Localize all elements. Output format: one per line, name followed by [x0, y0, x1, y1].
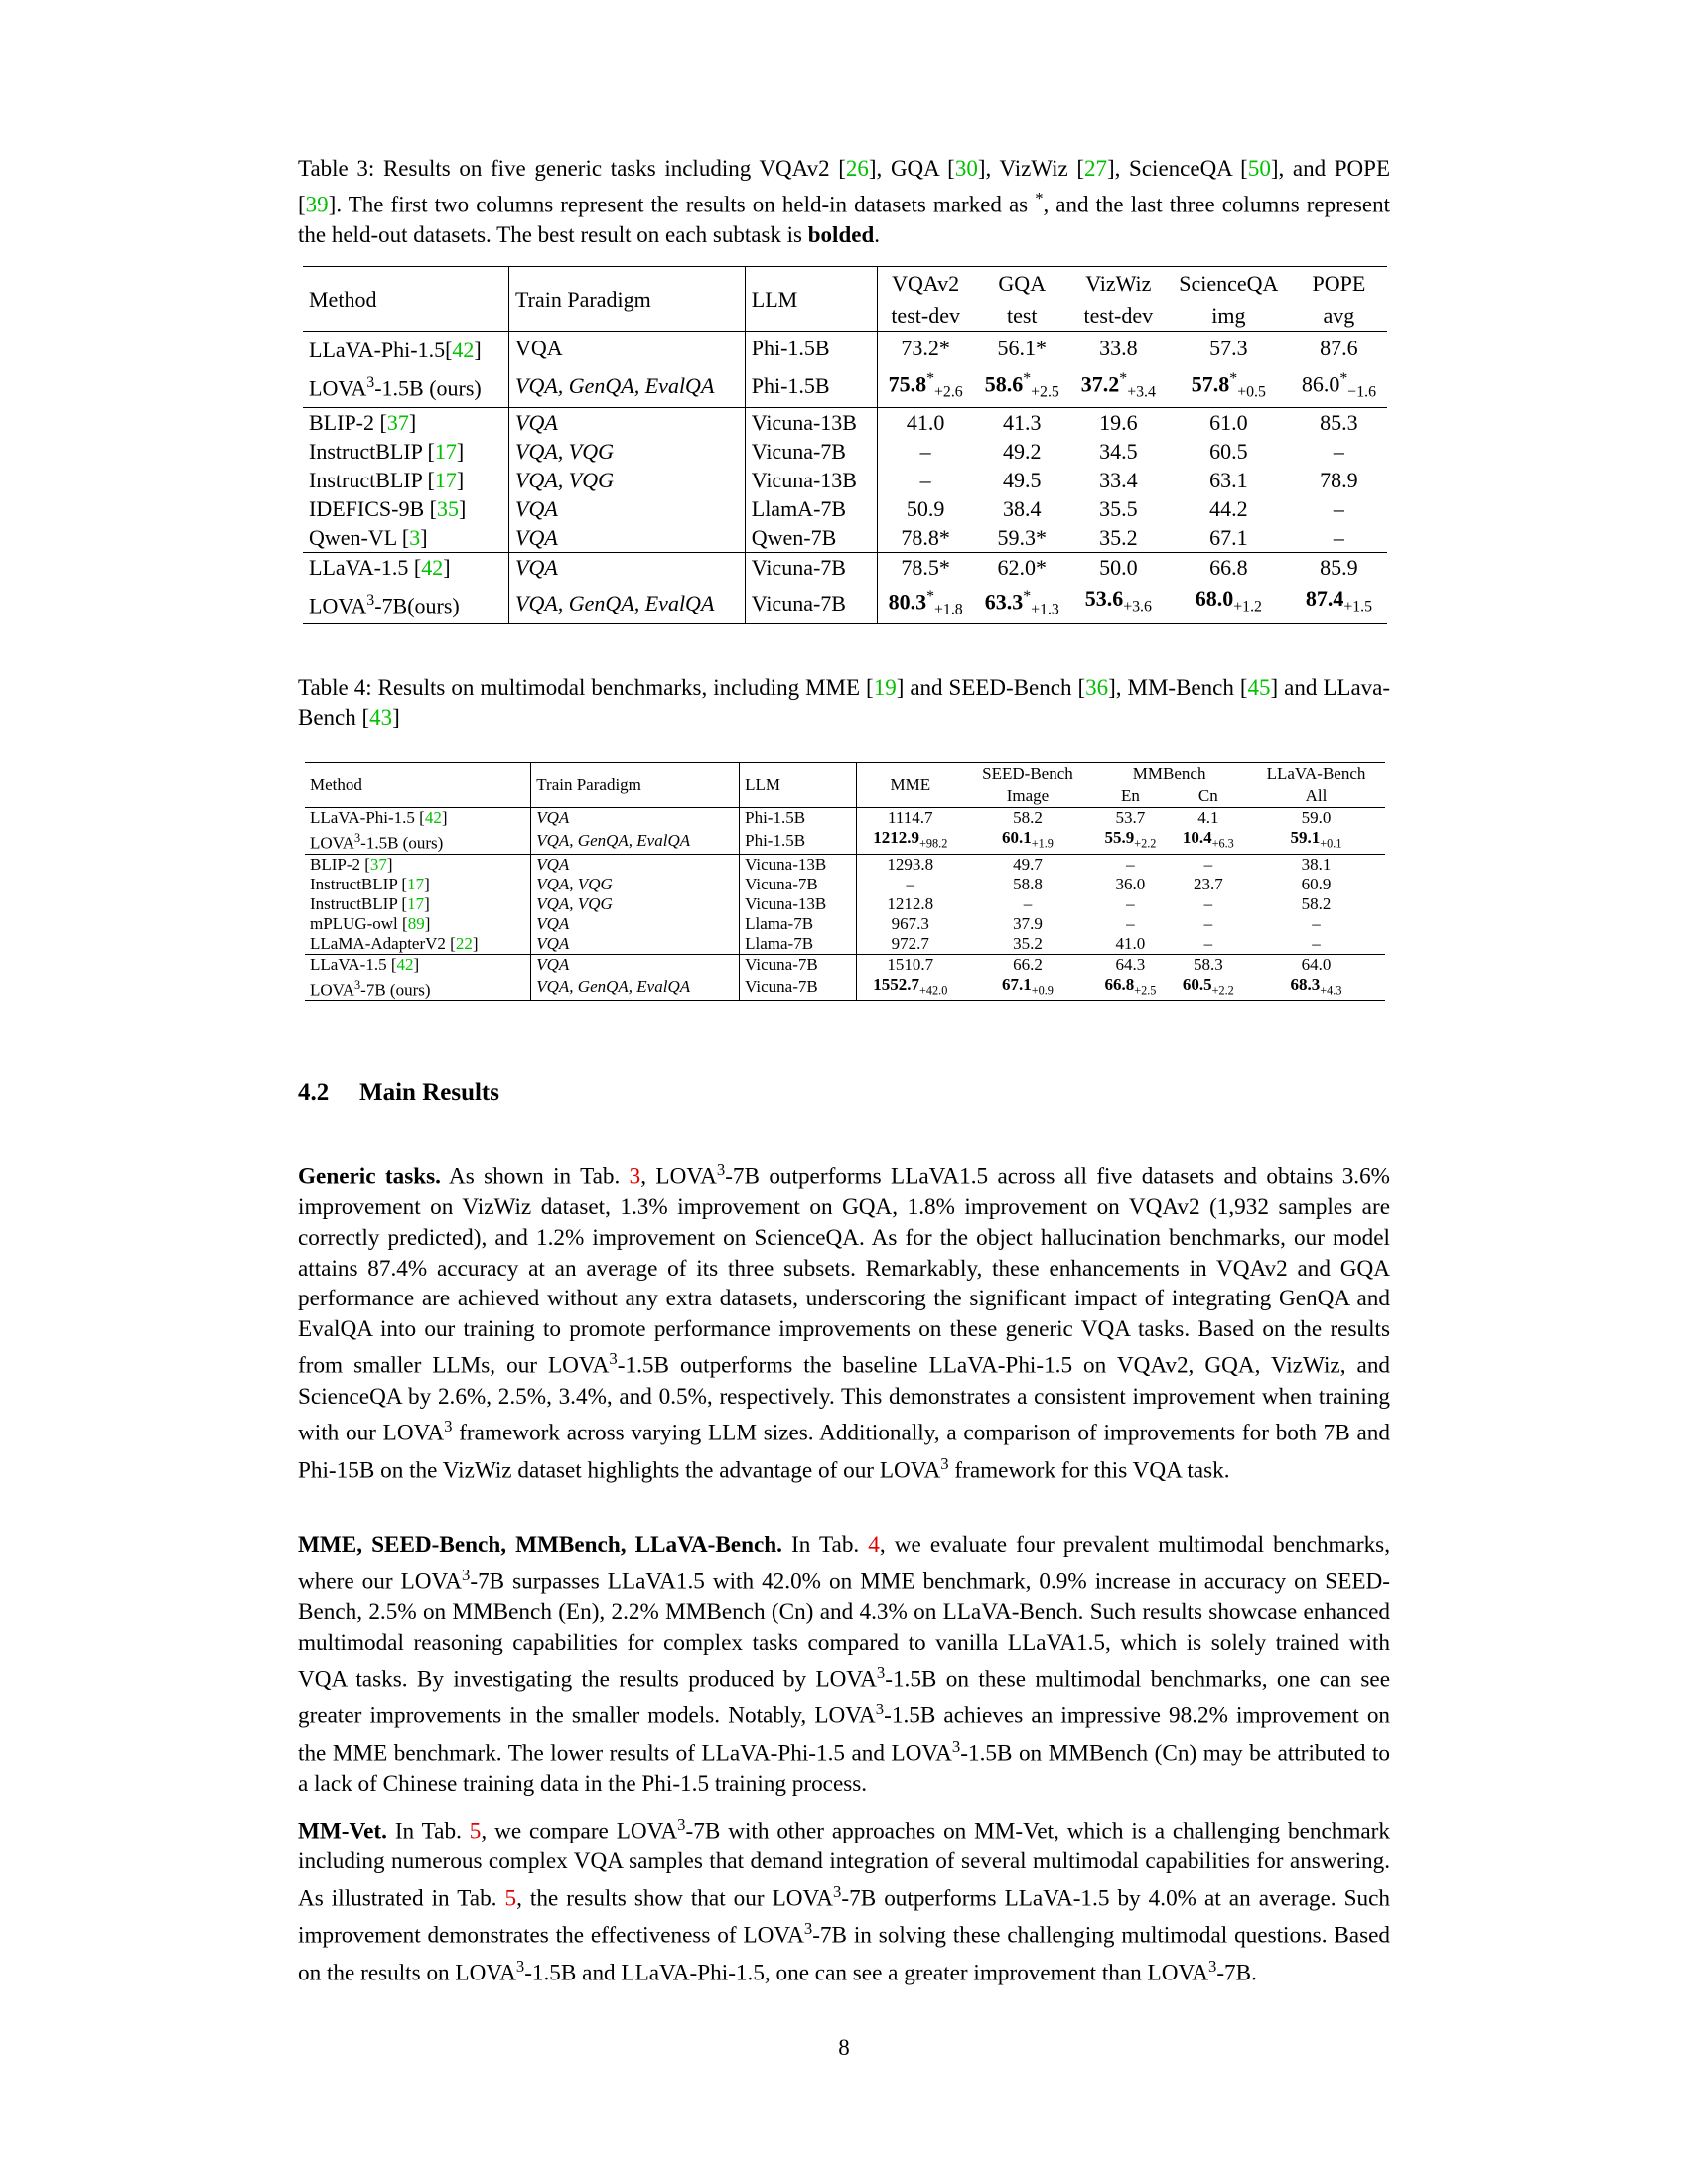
table-row: LLaVA-1.5 [42] VQA Vicuna-7B 78.5* 62.0* 50.0 66.8 85.9: [303, 552, 1387, 582]
col-header-llm: LLM: [740, 763, 857, 808]
citation-link[interactable]: 37: [386, 409, 409, 435]
col-header-mmbench: MMBench: [1091, 763, 1247, 786]
table-row: BLIP-2 [37] VQA Vicuna-13B 1293.8 49.7 – – 38.1: [305, 854, 1385, 875]
citation-link[interactable]: 42: [396, 954, 414, 974]
table-row: LOVA$^3$-1.5B (ours) VQA, GenQA, EvalQA Phi-1.5B $1212.9_{+98.2}$ $60.1_{+1.9}$ $55.9_{+2.2}$ $10.4_{+6.3}$ $59.1_{+0.1}$: [305, 828, 1385, 854]
col-header-mme: MME: [856, 763, 963, 808]
col-subheader-pope: avg: [1323, 302, 1355, 328]
table4: [305, 762, 1385, 1001]
table-row: InstructBLIP [17] VQA, VQG Vicuna-13B 1212.8 – – – 58.2: [305, 894, 1385, 914]
col-header-pope: POPE: [1291, 267, 1387, 300]
col-header-vqav2: VQAv2: [877, 267, 974, 300]
citation-link[interactable]: 42: [452, 338, 475, 362]
table3: [303, 266, 1387, 624]
citation-link[interactable]: 45: [1247, 675, 1271, 700]
col-header-vizwiz: VizWiz: [1070, 267, 1167, 300]
col-header-seed: SEED-Bench: [964, 763, 1092, 786]
col-subheader-all: All: [1305, 786, 1328, 805]
col-header-method: Method: [305, 763, 531, 808]
table4-caption: Table 4: Results on multimodal benchmarks, including MME [19] and SEED-Bench [36], MM-Bench [45] and LLava-Bench [43]: [298, 675, 1391, 730]
citation-link[interactable]: 19: [873, 675, 897, 700]
citation-link[interactable]: 26: [845, 156, 869, 181]
col-subheader-cn: Cn: [1197, 786, 1218, 805]
table-row: LLaVA-Phi-1.5 [42] VQA Phi-1.5B 1114.7 58.2 53.7 4.1 59.0: [305, 808, 1385, 829]
col-header-llavabench: LLaVA-Bench: [1247, 763, 1385, 786]
citation-link[interactable]: 17: [407, 893, 425, 913]
table-row: LOVA$^3$-1.5B (ours) VQA, GenQA, EvalQA Phi-1.5B $75.8^*_{+2.6}$ $58.6^*_{+2.5}$ $37.2^*_{+3.4}$ $57.8^*_{+0.5}$ $86.0^*_{-1.6}$: [303, 364, 1387, 407]
table-row: Qwen-VL [3] VQA Qwen-7B 78.8* 59.3* 35.2 67.1 –: [303, 523, 1387, 553]
table-row: BLIP-2 [37] VQA Vicuna-13B 41.0 41.3 19.6 61.0 85.3: [303, 407, 1387, 437]
col-subheader-sqa: img: [1211, 302, 1246, 328]
table-ref-link[interactable]: 5: [504, 1885, 517, 1912]
paragraph-benchmarks: MME, SEED-Bench, MMBench, LLaVA-Bench. In Tab. 4, we evaluate four prevalent multimodal benchmarks, where our LOVA$^3$-7B surpasses LLaVA1.5 with 42.0% on MME benchmark, 0.9% increase in accuracy on SEED-Bench, 2.5% on MMBench (En), 2.2% MMBench (Cn) and 4.3% on LLaVA-Bench. Such results showcase enhanced multimodal reasoning capabilities for complex tasks compared to vanilla LLaVA1.5, which is solely trained with VQA tasks. By investigating the results produced by LOVA$^3$-1.5B on these multimodal benchmarks, one can see greater improvements in the smaller models. Notably, LOVA$^3$-1.5B achieves an impressive 98.2% improvement on the MME benchmark. The lower results of LLaVA-Phi-1.5 and LOVA$^3$-1.5B on MMBench (Cn) may be attributed to a lack of Chinese training data in the Phi-1.5 training process.: [298, 1532, 1391, 1798]
table-ref-link[interactable]: 3: [629, 1163, 641, 1190]
col-header-llm: LLM: [745, 267, 877, 332]
col-subheader-en: En: [1120, 786, 1140, 805]
table-row: LOVA$^3$-7B (ours) VQA, GenQA, EvalQA Vicuna-7B $1552.7_{+42.0}$ $67.1_{+0.9}$ $66.8_{+2.5}$ $60.5_{+2.2}$ $68.3_{+4.3}$: [305, 975, 1385, 1001]
col-subheader-vizwiz: test-dev: [1083, 302, 1154, 328]
col-subheader-vqav2: test-dev: [891, 302, 960, 328]
table-row: LOVA$^3$-7B(ours) VQA, GenQA, EvalQA Vicuna-7B $80.3^*_{+1.8}$ $63.3^*_{+1.3}$ $53.6_{+3.6}$ $68.0_{+1.2}$ $87.4_{+1.5}$: [303, 582, 1387, 624]
citation-link[interactable]: 17: [407, 874, 425, 893]
table-ref-link[interactable]: 4: [868, 1532, 880, 1558]
citation-link[interactable]: 37: [369, 854, 387, 874]
citation-link[interactable]: 27: [1084, 156, 1107, 181]
col-subheader-seed: Image: [1006, 786, 1050, 805]
paragraph-generic-tasks: Generic tasks. As shown in Tab. 3, LOVA$^3$-7B outperforms LLaVA1.5 across all five datasets and obtains 3.6% improvement on VizWiz dataset, 1.3% improvement on GQA, 1.8% improvement on VQAv2 (1,932 samples are correctly predicted), and 1.2% improvement on ScienceQA. As for the object hallucination benchmarks, our model attains 87.4% accuracy at an average of its three subsets. Remarkably, these enhancements in VQAv2 and GQA performance are achieved without any extra datasets, underscoring the significant impact of integrating GenQA and EvalQA into our training to promote performance improvements on these generic VQA tasks. Based on the results from smaller LLMs, our LOVA$^3$-1.5B outperforms the baseline LLaVA-Phi-1.5 on VQAv2, GQA, VizWiz, and ScienceQA by 2.6%, 2.5%, 3.4%, and 0.5%, respectively. This demonstrates a consistent improvement when training with our LOVA$^3$ framework across varying LLM sizes. Additionally, a comparison of improvements for both 7B and Phi-15B on the VizWiz dataset highlights the advantage of our LOVA$^3$ framework for this VQA task.: [298, 1160, 1391, 1484]
table-ref-link[interactable]: 5: [469, 1818, 482, 1844]
citation-link[interactable]: 22: [455, 933, 473, 953]
citation-link[interactable]: 3: [409, 524, 421, 550]
col-header-method: Method: [303, 267, 509, 332]
citation-link[interactable]: 17: [434, 438, 457, 464]
citation-link[interactable]: 42: [421, 554, 444, 580]
paragraph-mmvet: MM-Vet. In Tab. 5, we compare LOVA$^3$-7B with other approaches on MM-Vet, which is a challenging benchmark including numerous complex VQA samples that demand integration of several multimodal capabilities for answering. As illustrated in Tab. 5, the results show that our LOVA$^3$-7B outperforms LLaVA-1.5 by 4.0% at an average. Such improvement demonstrates the effectiveness of LOVA$^3$-7B in solving these challenging multimodal questions. Based on the results on LOVA$^3$-1.5B and LLaVA-Phi-1.5, one can see a greater improvement than LOVA$^3$-7B.: [298, 1815, 1390, 1986]
table-row: LLaVA-Phi-1.5[42] VQA Phi-1.5B 73.2* 56.1* 33.8 57.3 87.6: [303, 332, 1387, 365]
citation-link[interactable]: 36: [1085, 675, 1109, 700]
col-subheader-gqa: test: [1006, 302, 1038, 328]
table-row: InstructBLIP [17] VQA, VQG Vicuna-13B – 49.5 33.4 63.1 78.9: [303, 466, 1387, 494]
col-header-gqa: GQA: [974, 267, 1070, 300]
table-row: LLaMA-AdapterV2 [22] VQA Llama-7B 972.7 35.2 41.0 – –: [305, 934, 1385, 955]
citation-link[interactable]: 89: [407, 913, 425, 933]
page-number: 8: [838, 2035, 850, 2060]
citation-link[interactable]: 17: [434, 467, 457, 492]
citation-link[interactable]: 35: [436, 495, 459, 521]
col-header-paradigm: Train Paradigm: [509, 267, 746, 332]
citation-link[interactable]: 43: [369, 705, 393, 730]
table-row: InstructBLIP [17] VQA, VQG Vicuna-7B – 58.8 36.0 23.7 60.9: [305, 875, 1385, 894]
table-row: mPLUG-owl [89] VQA Llama-7B 967.3 37.9 – – –: [305, 914, 1385, 934]
table3-caption: Table 3: Results on five generic tasks including VQAv2 [26], GQA [30], VizWiz [27], ScienceQA [50], and POPE [39]. The first two columns represent the results on held-in datasets marked as *, and the last three columns represent the held-out datasets. The best result on each subtask is bolded.: [298, 156, 1391, 247]
table-row: LLaVA-1.5 [42] VQA Vicuna-7B 1510.7 66.2 64.3 58.3 64.0: [305, 954, 1385, 975]
table-row: IDEFICS-9B [35] VQA LlamA-7B 50.9 38.4 35.5 44.2 –: [303, 494, 1387, 523]
col-header-paradigm: Train Paradigm: [531, 763, 740, 808]
citation-link[interactable]: 50: [1247, 156, 1271, 181]
col-header-sqa: ScienceQA: [1167, 267, 1291, 300]
section-heading: 4.2 Main Results: [298, 1079, 499, 1106]
table-row: InstructBLIP [17] VQA, VQG Vicuna-7B – 49.2 34.5 60.5 –: [303, 437, 1387, 466]
citation-link[interactable]: 42: [424, 808, 442, 827]
citation-link[interactable]: 39: [305, 192, 329, 217]
citation-link[interactable]: 30: [954, 156, 978, 181]
